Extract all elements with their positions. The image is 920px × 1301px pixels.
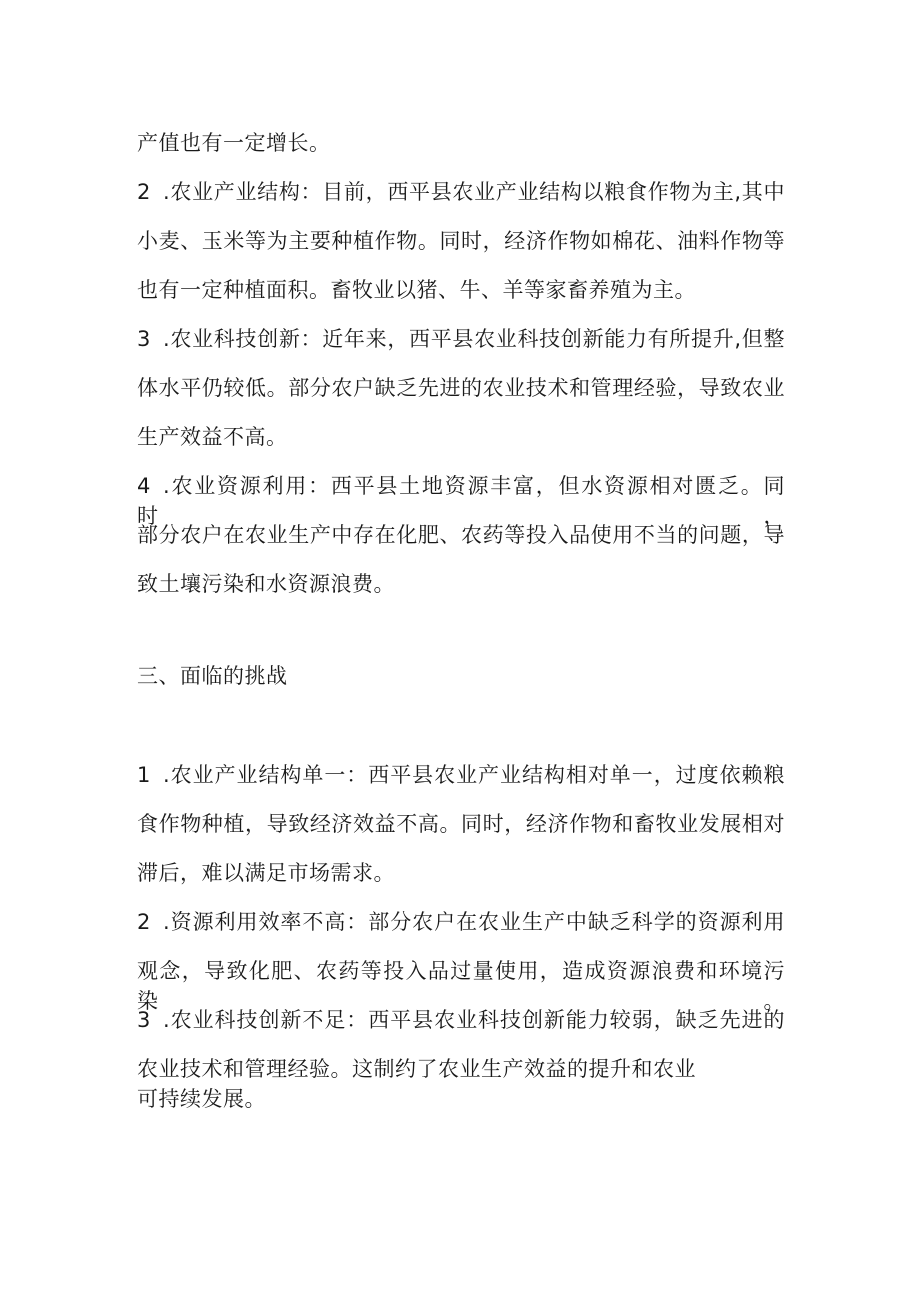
paragraph-line: 也有一定种植面积。畜牧业以猪、牛、羊等家畜养殖为主。 bbox=[137, 278, 696, 302]
paragraph-line: 部分农户在农业生产中存在化肥、农药等投入品使用不当的问题，导 bbox=[137, 523, 785, 547]
list-item-line bbox=[137, 324, 785, 354]
list-number: 3 bbox=[137, 1008, 151, 1032]
list-item-line bbox=[137, 907, 785, 937]
paragraph-line: 可持续发展。 bbox=[137, 1087, 266, 1111]
list-item-text: .农业产业结构：目前，西平县农业产业结构以粮食作物为主,其中 bbox=[163, 180, 785, 204]
list-item-line bbox=[137, 1005, 785, 1035]
list-item-text: .农业科技创新：近年来，西平县农业科技创新能力有所提升,但整 bbox=[163, 327, 785, 351]
paragraph-line: 生产效益不高。 bbox=[137, 425, 288, 449]
paragraph-line: 致土壤污染和水资源浪费。 bbox=[137, 572, 395, 596]
paragraph-line: 观念，导致化肥、农药等投入品过量使用，造成资源浪费和环境污染。 bbox=[137, 959, 785, 1013]
list-item-line bbox=[137, 760, 785, 790]
list-number: 2 bbox=[137, 910, 151, 934]
paragraph-line: 体水平仍较低。部分农户缺乏先进的农业技术和管理经验，导致农业 bbox=[137, 376, 785, 400]
paragraph-line: 产值也有一定增长。 bbox=[137, 131, 331, 155]
paragraph-line: 小麦、玉米等为主要种植作物。同时，经济作物如棉花、油料作物等 bbox=[137, 229, 785, 253]
list-number: 1 bbox=[137, 763, 151, 787]
list-item-text: .农业资源利用：西平县土地资源丰富，但水资源相对匮乏。同时， bbox=[137, 474, 785, 528]
list-number: 3 bbox=[137, 327, 151, 351]
list-item-text: .农业科技创新不足：西平县农业科技创新能力较弱，缺乏先进的 bbox=[163, 1008, 785, 1032]
list-item-text: .农业产业结构单一：西平县农业产业结构相对单一，过度依赖粮 bbox=[163, 763, 785, 787]
list-number: 4 bbox=[137, 474, 151, 498]
list-number: 2 bbox=[137, 180, 151, 204]
list-item-line bbox=[137, 177, 785, 207]
paragraph-line: 食作物种植，导致经济效益不高。同时，经济作物和畜牧业发展相对 bbox=[137, 812, 785, 836]
section-heading: 三、面临的挑战 bbox=[137, 664, 288, 688]
paragraph-line: 滞后，难以满足市场需求。 bbox=[137, 861, 395, 885]
paragraph-line: 农业技术和管理经验。这制约了农业生产效益的提升和农业 bbox=[137, 1057, 696, 1081]
list-item-text: .资源利用效率不高：部分农户在农业生产中缺乏科学的资源利用 bbox=[163, 910, 785, 934]
